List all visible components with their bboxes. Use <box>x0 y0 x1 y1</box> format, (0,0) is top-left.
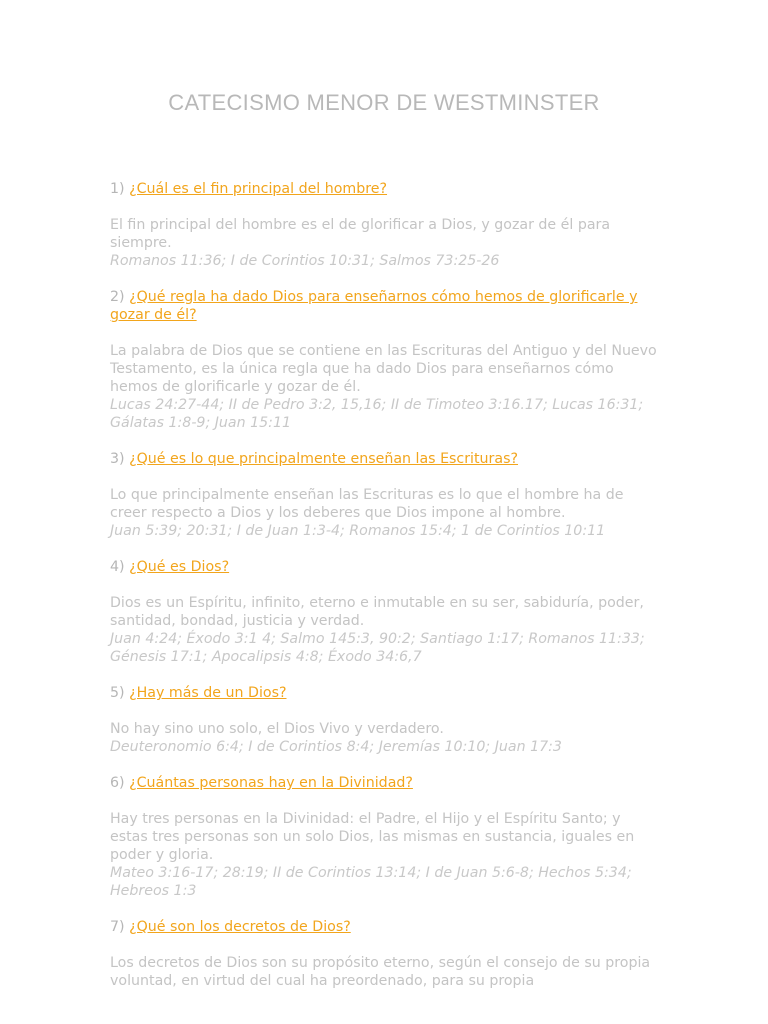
page-title: CATECISMO MENOR DE WESTMINSTER <box>168 90 600 115</box>
question-number: 5) <box>110 685 125 701</box>
question-number: 4) <box>110 559 125 575</box>
question-number: 2) <box>110 289 125 305</box>
scripture-references: Mateo 3:16-17; 28:19; II de Corintios 13:14; I de Juan 5:6-8; Hechos 5:34; Hebreos 1:3 <box>110 865 632 899</box>
scripture-references: Deuteronomio 6:4; I de Corintios 8:4; Jeremías 10:10; Juan 17:3 <box>110 739 562 755</box>
qa-item-3 <box>110 450 662 540</box>
question-number: 3) <box>110 451 125 467</box>
question-2 <box>110 288 662 324</box>
question-number: 6) <box>110 775 125 791</box>
question-link[interactable]: ¿Qué son los decretos de Dios? <box>129 919 351 935</box>
catechism-content <box>110 180 662 1008</box>
question-link[interactable]: ¿Hay más de un Dios? <box>129 685 287 701</box>
answer-text: Hay tres personas en la Divinidad: el Padre, el Hijo y el Espíritu Santo; y estas tres personas son un solo Dios, las mismas en sustancia, iguales en poder y gloria. <box>110 811 635 863</box>
question-1 <box>110 180 662 198</box>
question-link[interactable]: ¿Cuántas personas hay en la Divinidad? <box>129 775 413 791</box>
qa-item-7 <box>110 918 662 990</box>
question-3 <box>110 450 662 468</box>
qa-item-1 <box>110 180 662 270</box>
question-number: 7) <box>110 919 125 935</box>
question-7 <box>110 918 662 936</box>
qa-item-6 <box>110 774 662 900</box>
question-link[interactable]: ¿Qué es lo que principalmente enseñan las Escrituras? <box>129 451 519 467</box>
question-6 <box>110 774 662 792</box>
answer-text: Los decretos de Dios son su propósito eterno, según el consejo de su propia voluntad, en virtud del cual ha preordenado, para su propia <box>110 955 651 989</box>
answer-text: El fin principal del hombre es el de glorificar a Dios, y gozar de él para siempre. <box>110 217 611 251</box>
scripture-references: Juan 4:24; Éxodo 3:1 4; Salmo 145:3, 90:2; Santiago 1:17; Romanos 11:33; Génesis 17:1; Apocalipsis 4:8; Éxodo 34:6,7 <box>110 631 645 665</box>
question-link[interactable]: ¿Qué es Dios? <box>129 559 230 575</box>
question-link[interactable]: ¿Qué regla ha dado Dios para enseñarnos cómo hemos de glorificarle y gozar de él? <box>110 289 638 323</box>
qa-item-4 <box>110 558 662 666</box>
scripture-references: Juan 5:39; 20:31; I de Juan 1:3-4; Romanos 15:4; 1 de Corintios 10:11 <box>110 523 606 539</box>
answer-text: Lo que principalmente enseñan las Escrituras es lo que el hombre ha de creer respecto a Dios y los deberes que Dios impone al hombre. <box>110 487 624 521</box>
scripture-references: Romanos 11:36; I de Corintios 10:31; Salmos 73:25-26 <box>110 253 500 269</box>
scripture-references: Lucas 24:27-44; II de Pedro 3:2, 15,16; II de Timoteo 3:16.17; Lucas 16:31; Gálatas 1:8-9; Juan 15:11 <box>110 397 644 431</box>
question-4 <box>110 558 662 576</box>
answer-text: No hay sino uno solo, el Dios Vivo y verdadero. <box>110 721 444 737</box>
question-link[interactable]: ¿Cuál es el fin principal del hombre? <box>129 181 388 197</box>
qa-item-2 <box>110 288 662 432</box>
question-5 <box>110 684 662 702</box>
qa-item-5 <box>110 684 662 756</box>
answer-text: La palabra de Dios que se contiene en las Escrituras del Antiguo y del Nuevo Testamento, es la única regla que ha dado Dios para enseñarnos cómo hemos de glorificarle y gozar de él. <box>110 343 657 395</box>
question-number: 1) <box>110 181 125 197</box>
answer-text: Dios es un Espíritu, infinito, eterno e inmutable en su ser, sabiduría, poder, santidad, bondad, justicia y verdad. <box>110 595 644 629</box>
